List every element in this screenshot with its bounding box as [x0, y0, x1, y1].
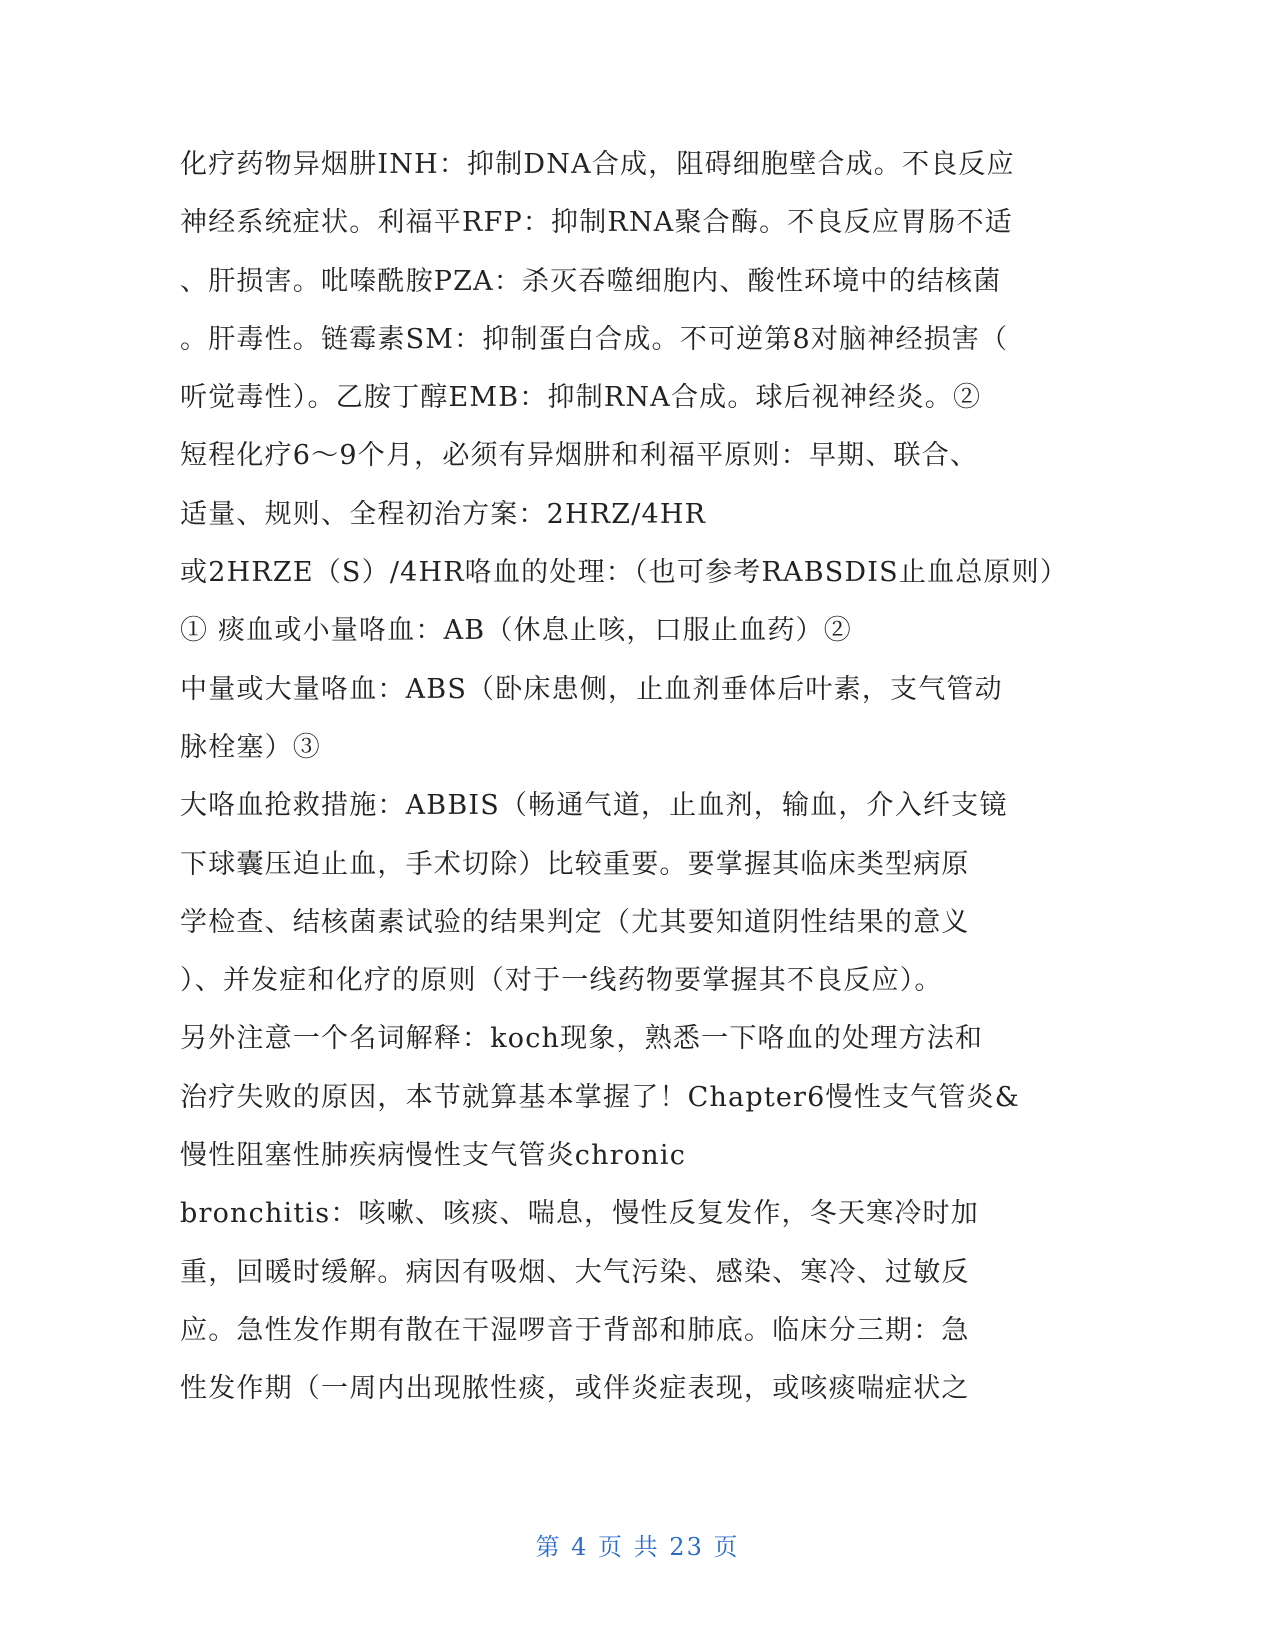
text-line: 下球囊压迫止血，手术切除）比较重要。要掌握其临床类型病原	[180, 848, 970, 880]
text-line: 化疗药物异烟肼INH：抑制DNA合成，阻碍细胞壁合成。不良反应	[180, 149, 1015, 180]
page-number-footer: 第 4 页 共 23 页	[535, 1533, 740, 1561]
text-line: 短程化疗6～9个月，必须有异烟肼和利福平原则：早期、联合、	[180, 440, 979, 472]
document-body	[180, 136, 1069, 1419]
text-line: 、肝损害。吡嗪酰胺PZA：杀灭吞噬细胞内、酸性环境中的结核菌	[180, 265, 1002, 297]
text-line: 。肝毒性。链霉素SM：抑制蛋白合成。不可逆第8对脑神经损害（	[180, 323, 1009, 355]
text-line: 应。急性发作期有散在干湿啰音于背部和肺底。临床分三期：急	[180, 1314, 970, 1346]
text-line: 重，回暖时缓解。病因有吸烟、大气污染、感染、寒冷、过敏反	[180, 1256, 970, 1288]
text-line: 慢性阻塞性肺疾病慢性支气管炎chronic	[180, 1140, 687, 1172]
text-line: 另外注意一个名词解释：koch现象，熟悉一下咯血的处理方法和	[180, 1023, 984, 1055]
text-line: 脉栓塞）③	[180, 731, 321, 763]
text-line: bronchitis：咳嗽、咳痰、喘息，慢性反复发作，冬天寒冷时加	[180, 1198, 979, 1230]
text-line: 性发作期（一周内出现脓性痰，或伴炎症表现，或咳痰喘症状之	[180, 1373, 970, 1405]
text-line: 中量或大量咯血：ABS（卧床患侧，止血剂垂体后叶素，支气管动	[180, 673, 1003, 705]
text-line: ）、并发症和化疗的原则（对于一线药物要掌握其不良反应）。	[180, 965, 943, 997]
text-line: 大咯血抢救措施：ABBIS（畅通气道，止血剂，输血，介入纤支镜	[180, 790, 1008, 822]
text-line: 或2HRZE（S）/4HR咯血的处理：（也可参考RABSDIS止血总原则）	[180, 557, 1069, 589]
text-line: 听觉毒性）。乙胺丁醇EMB：抑制RNA合成。球后视神经炎。②	[180, 382, 982, 414]
text-line: 治疗失败的原因，本节就算基本掌握了！Chapter6慢性支气管炎&	[180, 1081, 1020, 1113]
text-line: 学检查、结核菌素试验的结果判定（尤其要知道阴性结果的意义	[180, 906, 970, 938]
text-line: 神经系统症状。利福平RFP：抑制RNA聚合酶。不良反应胃肠不适	[180, 207, 1013, 239]
text-line: ① 痰血或小量咯血：AB（休息止咳，口服止血药）②	[180, 615, 852, 647]
text-line: 适量、规则、全程初治方案：2HRZ/4HR	[180, 498, 707, 530]
